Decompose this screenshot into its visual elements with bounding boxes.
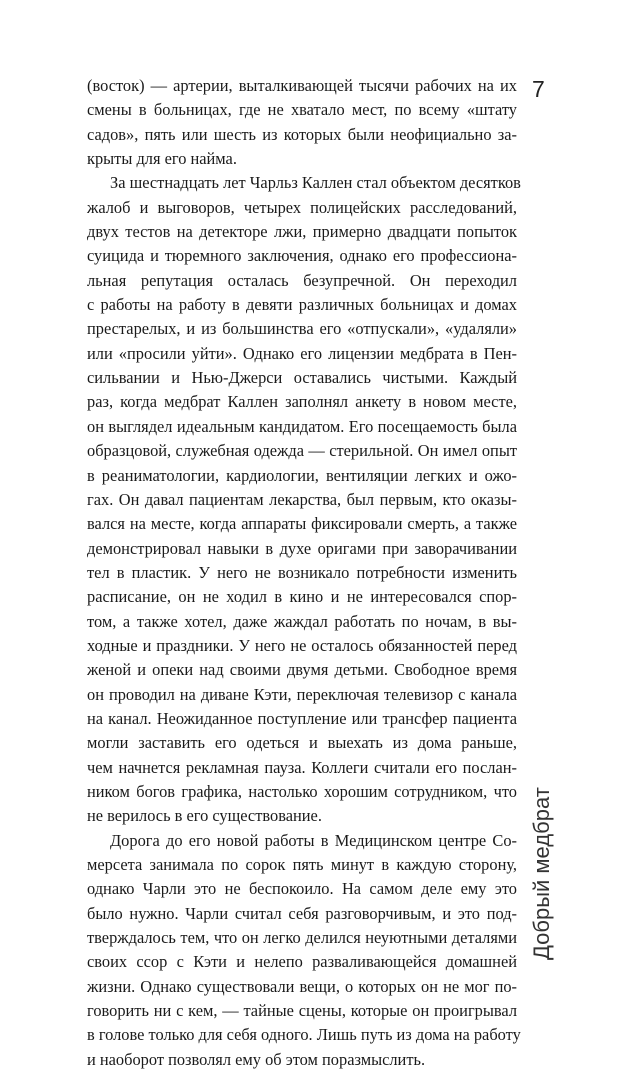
text-line: смены в больницах, где не хватало мест, по всему «штату xyxy=(87,100,517,120)
text-line: чем начнется рекламная пауза. Коллеги считали его послан- xyxy=(87,757,517,777)
text-line: За шестнадцать лет Чарльз Каллен стал объектом десятков xyxy=(110,173,521,193)
text-line: престарелых, и из большинства его «отпускали», «удаляли» xyxy=(87,319,517,339)
page-number: 7 xyxy=(532,76,545,102)
text-line: образцовой, служебная одежда — стерильной. Он имел опыт xyxy=(87,441,517,461)
text-line: он проводил на диване Кэти, переключая телевизор с канала xyxy=(87,684,517,704)
text-line: ником богов графика, настолько хорошим сотрудником, что xyxy=(87,781,517,801)
text-line: своих ссор с Кэти и нелепо разваливающейся домашней xyxy=(87,952,517,972)
text-line: тел в пластик. У него не возникало потребности изменить xyxy=(87,562,517,582)
text-line: женой и опеки над своими двумя детьми. Свободное время xyxy=(87,660,517,680)
text-line: двух тестов на детекторе лжи, примерно двадцати попыток xyxy=(87,222,517,242)
text-line: суицида и тюремного заключения, однако его профессиона- xyxy=(87,246,517,266)
text-line: могли заставить его одеться и выехать из дома раньше, xyxy=(87,733,517,753)
body-text xyxy=(87,74,521,1072)
text-line: не верилось в его существование. xyxy=(87,806,322,826)
text-line: сильвании и Нью-Джерси оставались чистыми. Каждый xyxy=(87,368,517,388)
text-line: было нужно. Чарли считал себя разговорчивым, и это под- xyxy=(87,903,517,923)
text-line: мерсета занимала по сорок пять минут в каждую сторону, xyxy=(87,855,517,874)
paragraph xyxy=(87,74,517,171)
text-line: демонстрировал навыки в духе оригами при заворачивании xyxy=(87,538,517,558)
paragraph xyxy=(87,171,521,828)
text-line: вался на месте, когда аппараты фиксировали смерть, а также xyxy=(87,514,517,534)
text-line: льная репутация осталась безупречной. Он переходил xyxy=(87,270,517,290)
text-line: том, а также хотел, даже жаждал работать по ночам, в вы- xyxy=(87,611,517,631)
text-line: гах. Он давал пациентам лекарства, был первым, кто оказы- xyxy=(87,489,517,509)
paragraph xyxy=(87,829,521,1072)
text-line: в реаниматологии, кардиологии, вентиляции легких и ожо- xyxy=(87,465,517,485)
text-line: (восток) — артерии, выталкивающей тысячи рабочих на их xyxy=(87,76,517,95)
text-line: расписание, он не ходил в кино и не интересовался спор- xyxy=(87,587,517,607)
text-line: говорить ни с кем, — тайные сцены, которые он проигрывал xyxy=(87,1001,517,1021)
text-line: или «просили уйти». Однако его лицензии медбрата в Пен- xyxy=(87,343,517,363)
text-line: жизни. Однако существовали вещи, о которых он не мог по- xyxy=(87,976,517,996)
running-title: Добрый медбрат xyxy=(529,787,554,960)
text-line: с работы на работу в девяти различных больницах и домах xyxy=(87,295,517,315)
text-line: Дорога до его новой работы в Медицинском центре Со- xyxy=(110,830,517,850)
text-line: тверждалось тем, что он легко делился неуютными деталями xyxy=(87,928,517,948)
text-line: на канал. Неожиданное поступление или трансфер пациента xyxy=(87,708,517,728)
text-line: жалоб и выговоров, четырех полицейских расследований, xyxy=(87,197,517,217)
text-line: он выглядел идеальным кандидатом. Его посещаемость была xyxy=(87,416,517,436)
text-line: ходные и праздники. У него не осталось обязанностей перед xyxy=(87,635,517,655)
text-line: раз, когда медбрат Каллен заполнял анкету в новом месте, xyxy=(87,392,517,412)
text-line: в голове только для себя одного. Лишь путь из дома на работу xyxy=(87,1025,521,1045)
text-line: крыты для его найма. xyxy=(87,149,237,169)
text-line: садов», пять или шесть из которых были неофициально за- xyxy=(87,124,517,144)
text-line: однако Чарли это не беспокоило. На самом деле ему это xyxy=(87,879,517,899)
text-line: и наоборот позволял ему об этом поразмыслить. xyxy=(87,1049,426,1069)
